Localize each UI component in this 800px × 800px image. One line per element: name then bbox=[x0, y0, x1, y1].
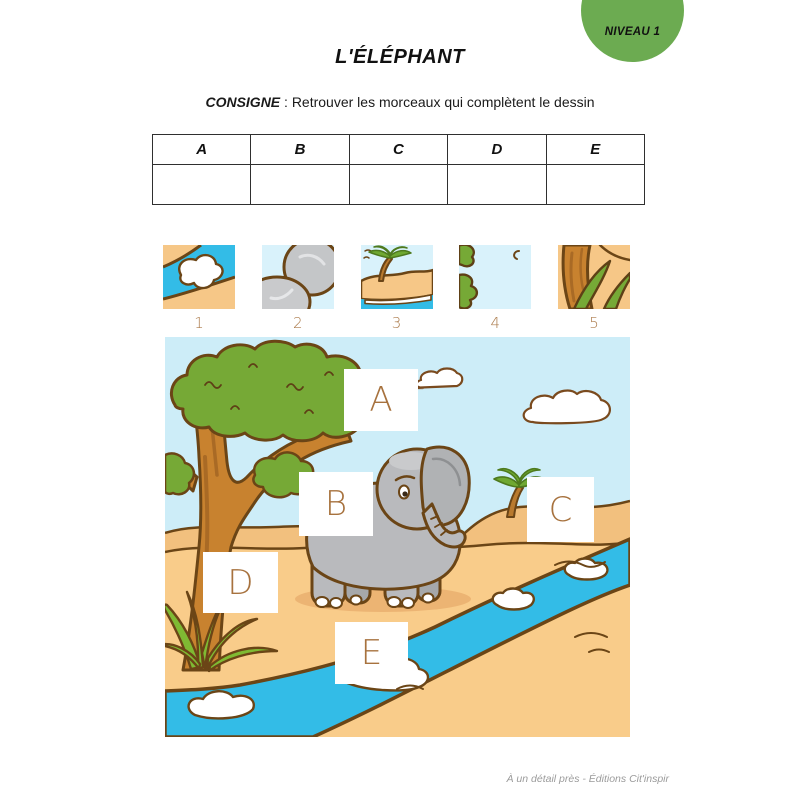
overlay-letter: C bbox=[548, 489, 573, 530]
answer-header-c: C bbox=[349, 135, 447, 165]
answer-table-input-row bbox=[153, 165, 645, 205]
answer-header-e: E bbox=[546, 135, 644, 165]
puzzle-pieces-strip bbox=[163, 245, 630, 332]
instruction-text: : Retrouver les morceaux qui complètent le dessin bbox=[284, 94, 595, 110]
overlay-letter: B bbox=[324, 484, 348, 524]
trunk-grass-piece-image bbox=[558, 245, 630, 309]
piece-number: 2 bbox=[292, 314, 303, 332]
answer-table bbox=[152, 134, 645, 205]
instruction-keyword: CONSIGNE bbox=[205, 94, 281, 110]
piece-number: 1 bbox=[194, 314, 204, 332]
puzzle-piece-2 bbox=[262, 245, 334, 332]
footer-credit: À un détail près - Éditions Cit'inspir bbox=[506, 773, 669, 785]
puzzle-piece-5 bbox=[558, 245, 630, 332]
answer-cell-d bbox=[448, 165, 546, 205]
answer-table-header-row bbox=[153, 135, 645, 165]
overlay-square-e bbox=[335, 622, 408, 684]
answer-cell-c bbox=[349, 165, 447, 205]
overlay-letter: E bbox=[360, 633, 383, 673]
answer-header-b: B bbox=[251, 135, 349, 165]
puzzle-piece-1 bbox=[163, 245, 235, 332]
bush-piece-image bbox=[459, 245, 531, 309]
palm-oasis-piece-image bbox=[361, 245, 433, 309]
answer-header-a: A bbox=[153, 135, 251, 165]
rocks-piece-image bbox=[262, 245, 334, 309]
river-foam-piece-image bbox=[163, 245, 235, 309]
overlay-square-d bbox=[203, 552, 278, 613]
level-badge-label: NIVEAU 1 bbox=[604, 26, 661, 38]
main-illustration bbox=[165, 337, 630, 737]
answer-cell-b bbox=[251, 165, 349, 205]
overlay-letter: A bbox=[369, 380, 393, 420]
answer-cell-a bbox=[153, 165, 251, 205]
overlay-square-c bbox=[527, 477, 594, 542]
instruction-line bbox=[0, 94, 800, 110]
piece-number: 5 bbox=[589, 314, 599, 332]
piece-number: 3 bbox=[391, 314, 402, 332]
overlay-square-a bbox=[344, 369, 418, 431]
overlay-square-b bbox=[299, 472, 373, 536]
worksheet-title: L'ÉLÉPHANT bbox=[335, 46, 465, 68]
overlay-letter: D bbox=[227, 562, 254, 603]
puzzle-piece-4 bbox=[459, 245, 531, 332]
answer-header-d: D bbox=[448, 135, 546, 165]
piece-number: 4 bbox=[490, 314, 501, 332]
answer-cell-e bbox=[546, 165, 644, 205]
puzzle-piece-3 bbox=[361, 245, 433, 332]
